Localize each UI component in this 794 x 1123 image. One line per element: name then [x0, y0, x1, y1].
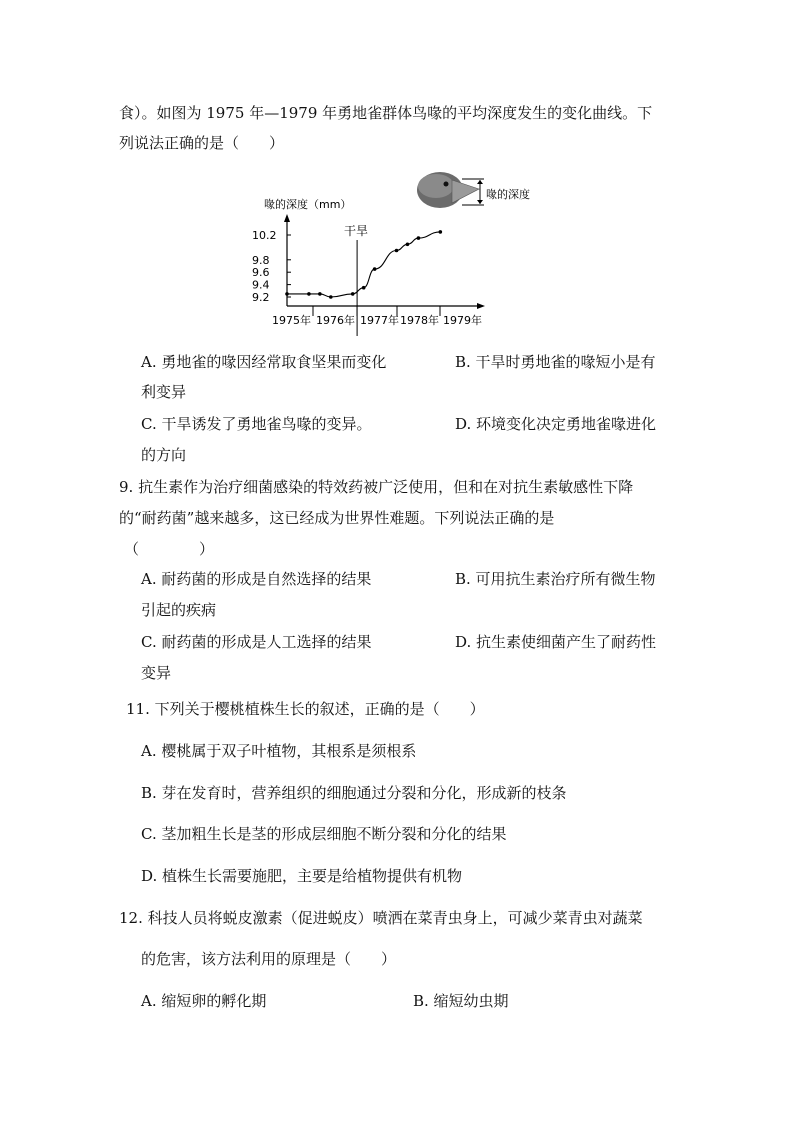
data-point [329, 295, 333, 299]
q8-option-d: D. 环境变化决定勇地雀喙进化 [455, 415, 657, 433]
x-tick-label: 1976年 [316, 314, 355, 327]
q8-option-a: A. 勇地雀的喙因经常取食坚果而变化 [141, 353, 387, 371]
data-point [285, 292, 289, 296]
q11-option-b: B. 芽在发育时，营养组织的细胞通过分裂和分化，形成新的枝条 [141, 784, 567, 802]
y-axis-arrow [284, 214, 290, 222]
q12-option-b: B. 缩短幼虫期 [413, 992, 509, 1010]
q8-option-b: B. 干旱时勇地雀的喙短小是有 [455, 353, 656, 371]
q11-option-a: A. 樱桃属于双子叶植物，其根系是须根系 [141, 742, 417, 760]
y-tick-label: 9.6 [252, 266, 270, 280]
q9-option-b: B. 可用抗生素治疗所有微生物 [455, 570, 656, 588]
q11-stem: 11. 下列关于樱桃植株生长的叙述，正确的是（ ） [126, 700, 485, 718]
q9-stem-line1: 9. 抗生素作为治疗细菌感染的特效药被广泛使用，但和在对抗生素敏感性下降 [119, 478, 634, 496]
data-point [395, 249, 399, 253]
data-point [307, 292, 311, 296]
q8-stem-line2: 列说法正确的是（ ） [119, 134, 285, 152]
data-point [417, 236, 421, 240]
q12-option-a: A. 缩短卵的孵化期 [141, 992, 267, 1010]
x-tick-label: 1979年 [443, 314, 482, 327]
data-point [362, 286, 366, 290]
drought-annotation: 干旱 [344, 224, 369, 238]
q9-option-c: C. 耐药菌的形成是人工选择的结果 [141, 633, 372, 651]
q12-stem-line2: 的危害，该方法利用的原理是（ ） [141, 950, 397, 968]
q8-option-d-cont: 的方向 [141, 446, 187, 464]
q8-option-b-cont: 利变异 [141, 383, 187, 401]
q9-option-d-cont: 变异 [141, 664, 172, 682]
data-point [439, 230, 443, 234]
y-tick-label: 9.4 [252, 278, 270, 292]
data-point [351, 292, 355, 296]
y-tick-label: 10.2 [252, 229, 277, 242]
y-axis-label: 喙的深度（mm） [264, 198, 352, 211]
q9-stem-line3: （ ） [124, 540, 215, 558]
q9-option-b-cont: 引起的疾病 [141, 601, 217, 619]
q8-option-c: C. 干旱诱发了勇地雀鸟喙的变异。 [141, 415, 372, 433]
bird-head-image [417, 172, 530, 208]
q9-option-a: A. 耐药菌的形成是自然选择的结果 [141, 570, 372, 588]
series-line [287, 232, 440, 297]
q11-option-c: C. 茎加粗生长是茎的形成层细胞不断分裂和分化的结果 [141, 825, 507, 843]
x-tick-label: 1978年 [400, 314, 439, 327]
q11-option-d: D. 植株生长需要施肥，主要是给植物提供有机物 [141, 867, 463, 885]
beak-depth-label: 喙的深度 [486, 188, 530, 201]
x-axis-arrow [477, 303, 485, 309]
x-tick-label: 1975年 [272, 314, 311, 327]
data-point [373, 267, 377, 271]
data-point [406, 243, 410, 247]
q8-stem-line1: 食）。如图为 1975 年—1979 年勇地雀群体鸟喙的平均深度发生的变化曲线。下 [119, 104, 653, 122]
y-tick-label: 9.2 [252, 291, 270, 304]
q12-stem-line1: 12. 科技人员将蜕皮激素（促进蜕皮）喷洒在菜青虫身上，可减少菜青虫对蔬菜 [119, 909, 643, 927]
q9-stem-line2: 的“耐药菌”越来越多，这已经成为世界性难题。下列说法正确的是 [119, 509, 555, 527]
data-point [318, 292, 322, 296]
q9-option-d: D. 抗生素使细菌产生了耐药性 [455, 633, 657, 651]
y-tick-label: 9.8 [252, 253, 270, 267]
x-tick-label: 1977年 [360, 314, 399, 327]
